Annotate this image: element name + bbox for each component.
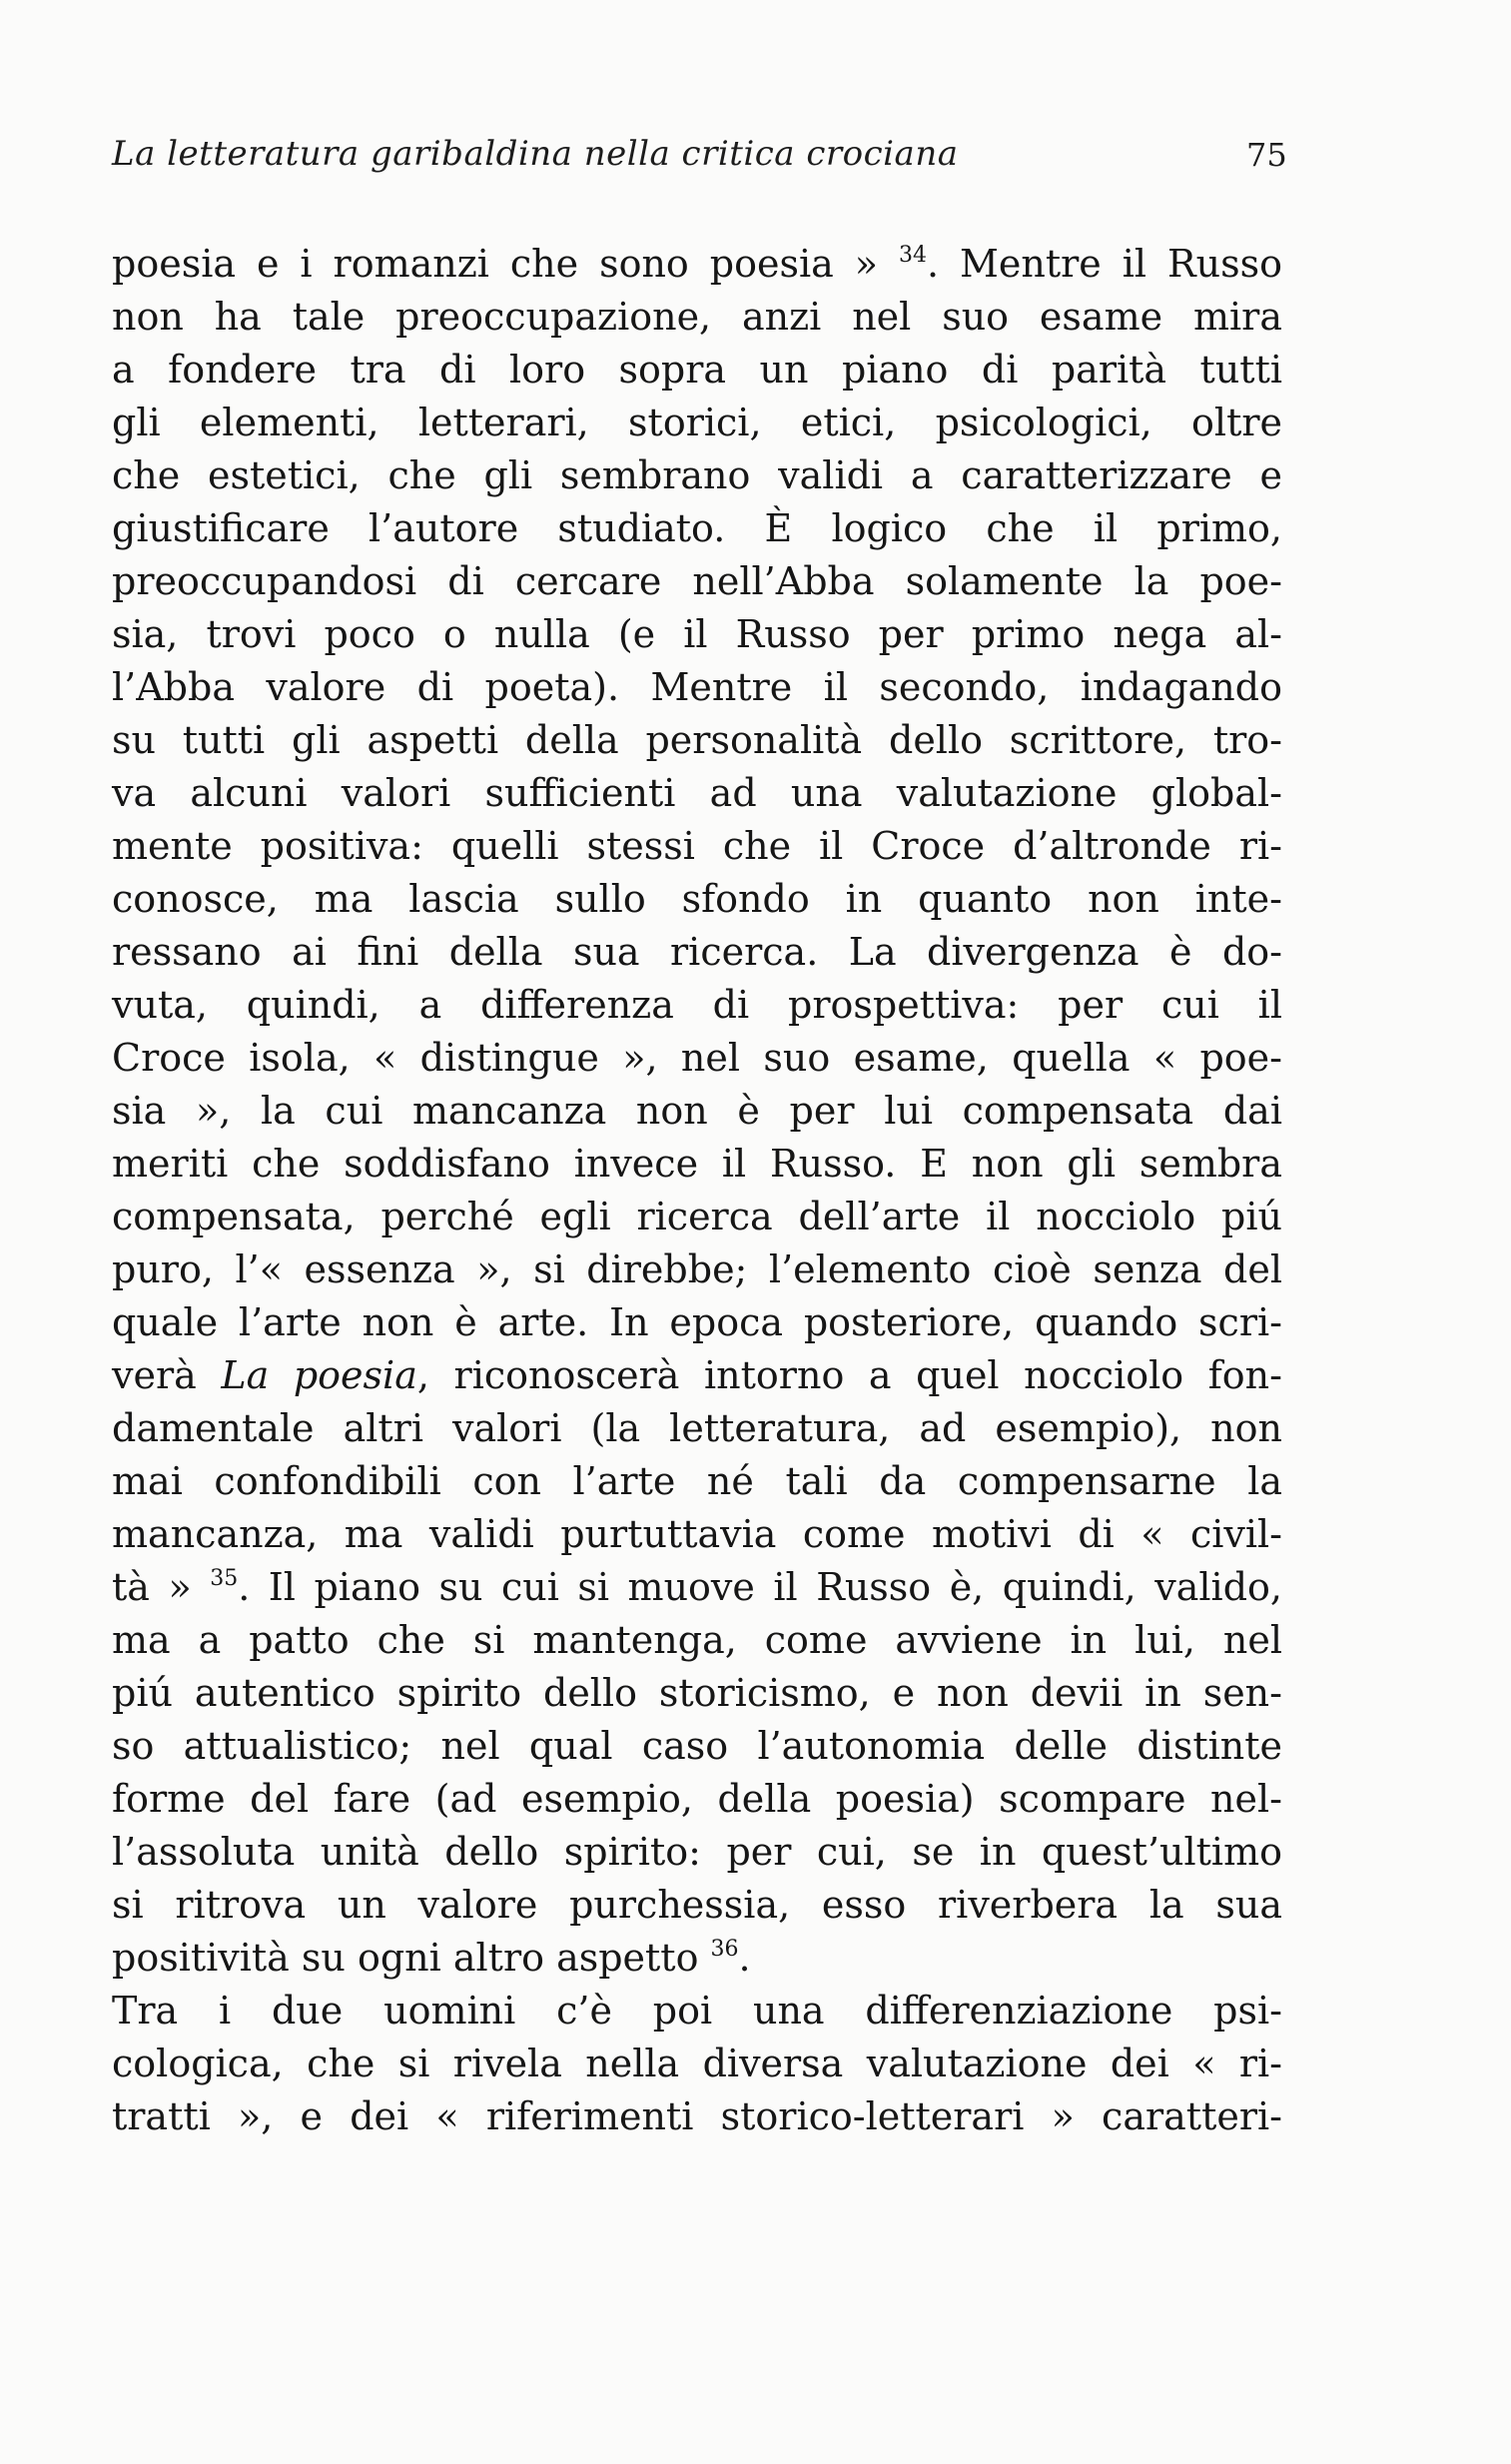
text-segment: l’assoluta unità dello spirito: per cui, se in quest’ultimo bbox=[112, 1830, 1282, 1874]
text-segment: quale l’arte non è arte. In epoca posteriore, quando scri- bbox=[112, 1300, 1282, 1344]
text-line bbox=[112, 873, 1282, 926]
text-line bbox=[112, 1614, 1282, 1667]
text-segment: Croce isola, « distingue », nel suo esame, quella « poe- bbox=[112, 1036, 1282, 1080]
text-segment: meriti che soddisfano invece il Russo. E non gli sembra bbox=[112, 1142, 1282, 1186]
text-line bbox=[112, 1879, 1282, 1932]
text-segment: a fondere tra di loro sopra un piano di parità tutti bbox=[112, 348, 1282, 392]
text-line bbox=[112, 714, 1282, 767]
text-line bbox=[112, 1032, 1282, 1085]
text-line bbox=[112, 1243, 1282, 1296]
text-segment: , riconoscerà intorno a quel nocciolo fon- bbox=[416, 1353, 1282, 1397]
text-segment: so attualistico; nel qual caso l’autonomia delle distinte bbox=[112, 1724, 1282, 1768]
text-segment: va alcuni valori sufficienti ad una valutazione global- bbox=[112, 771, 1282, 815]
text-line bbox=[112, 1826, 1282, 1879]
text-line bbox=[112, 979, 1282, 1032]
text-line bbox=[112, 1773, 1282, 1826]
text-segment: ma a patto che si mantenga, come avviene in lui, nel bbox=[112, 1618, 1282, 1662]
text-line bbox=[112, 2090, 1282, 2143]
text-segment: compensata, perché egli ricerca dell’arte il nocciolo piú bbox=[112, 1195, 1282, 1238]
text-segment: forme del fare (ad esempio, della poesia) scompare nel- bbox=[112, 1777, 1282, 1821]
text-line bbox=[112, 449, 1282, 502]
text-line bbox=[112, 1455, 1282, 1508]
text-segment: poesia e i romanzi che sono poesia » bbox=[112, 242, 899, 286]
text-segment: tà » bbox=[112, 1565, 211, 1609]
text-segment: giustificare l’autore studiato. È logico che il primo, bbox=[112, 506, 1282, 550]
text-line bbox=[112, 1138, 1282, 1191]
text-segment: . Il piano su cui si muove il Russo è, quindi, valido, bbox=[238, 1565, 1282, 1609]
text-segment: mente positiva: quelli stessi che il Croce d’altronde ri- bbox=[112, 824, 1282, 868]
text-segment: sia », la cui mancanza non è per lui compensata dai bbox=[112, 1089, 1282, 1133]
text-segment: . bbox=[738, 1936, 751, 1980]
text-segment: verà bbox=[112, 1353, 222, 1397]
text-line bbox=[112, 555, 1282, 608]
text-line bbox=[112, 1932, 1282, 1985]
text-line bbox=[112, 2038, 1282, 2090]
text-segment: Tra i due uomini c’è poi una differenziazione psi- bbox=[112, 1989, 1282, 2033]
text-line bbox=[112, 291, 1282, 344]
text-line bbox=[112, 397, 1282, 449]
book-title: La poesia bbox=[221, 1353, 417, 1397]
text-line bbox=[112, 1085, 1282, 1138]
text-line bbox=[112, 1349, 1282, 1402]
footnote-ref: 36 bbox=[710, 1937, 739, 1962]
text-segment: preoccupandosi di cercare nell’Abba solamente la poe- bbox=[112, 559, 1282, 603]
text-segment: su tutti gli aspetti della personalità dello scrittore, tro- bbox=[112, 718, 1282, 762]
text-line bbox=[112, 502, 1282, 555]
text-line bbox=[112, 1296, 1282, 1349]
text-segment: mancanza, ma validi purtuttavia come motivi di « civil- bbox=[112, 1512, 1282, 1556]
running-title: La letteratura garibaldina nella critica crociana bbox=[112, 134, 959, 174]
page-number: 75 bbox=[1246, 136, 1287, 174]
text-segment: vuta, quindi, a differenza di prospettiva: per cui il bbox=[112, 983, 1282, 1027]
text-segment: piú autentico spirito dello storicismo, e non devii in sen- bbox=[112, 1671, 1282, 1715]
text-segment: cologica, che si rivela nella diversa valutazione dei « ri- bbox=[112, 2042, 1282, 2085]
text-segment: non ha tale preoccupazione, anzi nel suo esame mira bbox=[112, 295, 1282, 339]
footnote-ref: 34 bbox=[898, 243, 927, 268]
text-segment: puro, l’« essenza », si direbbe; l’elemento cioè senza del bbox=[112, 1247, 1282, 1291]
text-segment: damentale altri valori (la letteratura, ad esempio), non bbox=[112, 1406, 1282, 1450]
text-segment: conosce, ma lascia sullo sfondo in quanto non inte- bbox=[112, 877, 1282, 921]
text-segment: gli elementi, letterari, storici, etici, psicologici, oltre bbox=[112, 401, 1282, 444]
text-line bbox=[112, 820, 1282, 873]
text-line bbox=[112, 1985, 1282, 2038]
text-segment: sia, trovi poco o nulla (e il Russo per primo nega al- bbox=[112, 612, 1282, 656]
text-segment: l’Abba valore di poeta). Mentre il secondo, indagando bbox=[112, 665, 1282, 709]
text-line bbox=[112, 1191, 1282, 1243]
text-line bbox=[112, 1667, 1282, 1720]
text-line bbox=[112, 1508, 1282, 1561]
body-text bbox=[112, 238, 1282, 2143]
text-line bbox=[112, 238, 1282, 291]
text-segment: . Mentre il Russo bbox=[926, 242, 1282, 286]
text-line bbox=[112, 344, 1282, 397]
text-line bbox=[112, 767, 1282, 820]
text-segment: ressano ai fini della sua ricerca. La divergenza è do- bbox=[112, 930, 1282, 974]
text-segment: si ritrova un valore purchessia, esso riverbera la sua bbox=[112, 1883, 1282, 1927]
text-line bbox=[112, 1561, 1282, 1614]
text-segment: mai confondibili con l’arte né tali da compensarne la bbox=[112, 1459, 1282, 1503]
text-segment: che estetici, che gli sembrano validi a caratterizzare e bbox=[112, 453, 1282, 497]
text-line bbox=[112, 661, 1282, 714]
footnote-ref: 35 bbox=[210, 1566, 239, 1591]
text-line bbox=[112, 926, 1282, 979]
text-line bbox=[112, 1402, 1282, 1455]
text-segment: positività su ogni altro aspetto bbox=[112, 1936, 711, 1980]
text-segment: tratti », e dei « riferimenti storico-letterari » caratteri- bbox=[112, 2094, 1282, 2138]
text-line bbox=[112, 1720, 1282, 1773]
text-line bbox=[112, 608, 1282, 661]
